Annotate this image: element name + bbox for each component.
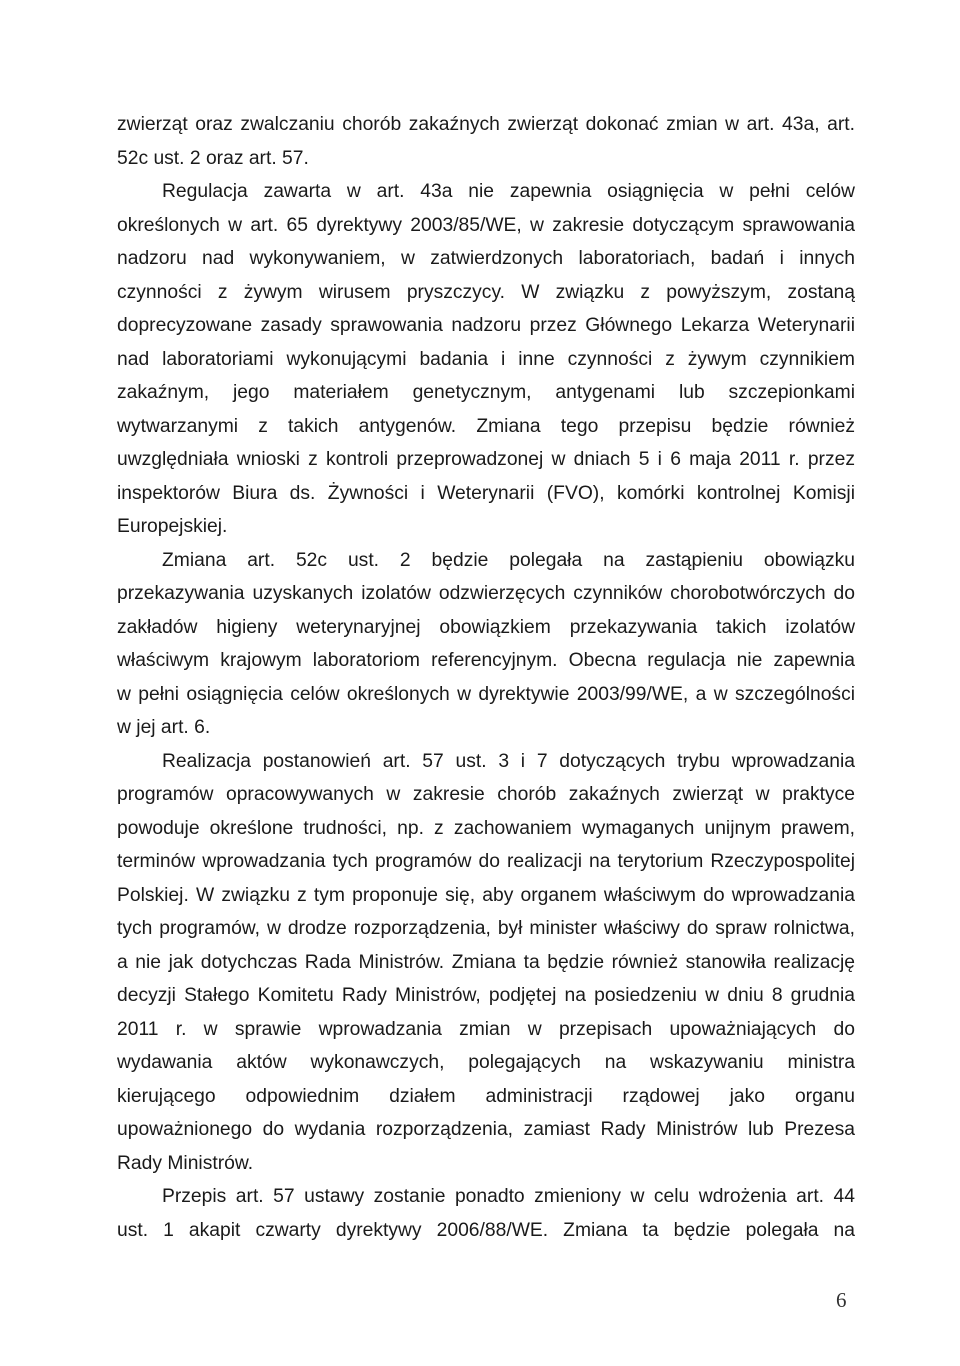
text-line: w jej art. 6. [117, 717, 211, 738]
text-line: a nie jak dotychczas Rada Ministrów. Zmiana ta będzie również stanowiła realizację [117, 951, 855, 973]
text-line: decyzji Stałego Komitetu Rady Ministrów, podjętej na posiedzeniu w dniu 8 grudnia [117, 985, 855, 1006]
text-line: powoduje określone trudności, np. z zachowaniem wymaganych unijnym prawem, [117, 817, 855, 839]
text-line: inspektorów Biura ds. Żywności i Weterynarii (FVO), komórki kontrolnej Komisji [117, 482, 855, 504]
text-line: Realizacja postanowień art. 57 ust. 3 i 7 dotyczących trybu wprowadzania [162, 750, 855, 772]
text-line: Regulacja zawarta w art. 43a nie zapewnia osiągnięcia w pełni celów [162, 181, 855, 202]
text-line: uwzględniała wnioski z kontroli przeprowadzonej w dniach 5 i 6 maja 2011 r. przez [117, 449, 855, 470]
text-line: 2011 r. w sprawie wprowadzania zmian w przepisach upoważniających do [117, 1018, 855, 1040]
text-line: zakładów higieny weterynaryjnej obowiązkiem przekazywania takich izolatów [117, 616, 855, 638]
text-line: czynności z żywym wirusem pryszczycy. W związku z powyższym, zostaną [117, 281, 855, 303]
page-number: 6 [836, 1288, 847, 1312]
text-line: Zmiana art. 52c ust. 2 będzie polegała na zastąpieniu obowiązku [162, 549, 855, 571]
text-line: ust. 1 akapit czwarty dyrektywy 2006/88/WE. Zmiana ta będzie polegała na [117, 1219, 855, 1241]
document-body [117, 108, 855, 1247]
text-line: nadzoru nad wykonywaniem, w zatwierdzonych laboratoriach, badań i innych [117, 248, 855, 269]
text-line: wytwarzanymi z takich antygenów. Zmiana tego przepisu będzie również [117, 415, 855, 437]
text-line: programów opracowywanych w zakresie chorób zakaźnych zwierząt w praktyce [117, 784, 855, 805]
text-line: właściwym krajowym laboratoriom referencyjnym. Obecna regulacja nie zapewnia [117, 650, 855, 671]
text-line: doprecyzowane zasady sprawowania nadzoru przez Głównego Lekarza Weterynarii [117, 315, 855, 336]
text-line: w pełni osiągnięcia celów określonych w dyrektywie 2003/99/WE, a w szczególności [117, 683, 855, 705]
text-line: przekazywania uzyskanych izolatów odzwierzęcych czynników chorobotwórczych do [117, 583, 855, 604]
text-line: wydawania aktów wykonawczych, polegających na wskazywaniu ministra [117, 1052, 855, 1073]
text-line: określonych w art. 65 dyrektywy 2003/85/WE, w zakresie dotyczącym sprawowania [117, 214, 855, 236]
text-line: upoważnionego do wydania rozporządzenia, zamiast Rady Ministrów lub Prezesa [117, 1119, 855, 1140]
text-line: Europejskiej. [117, 516, 228, 537]
text-line: terminów wprowadzania tych programów do realizacji na terytorium Rzeczypospolitej [117, 851, 855, 872]
text-line: kierującego odpowiednim działem administracji rządowej jako organu [117, 1085, 855, 1107]
text-line: zakaźnym, jego materiałem genetycznym, antygenami lub szczepionkami [117, 382, 855, 403]
text-line: 52c ust. 2 oraz art. 57. [117, 147, 309, 169]
text-line: Rady Ministrów. [117, 1152, 254, 1174]
text-line: Polskiej. W związku z tym proponuje się, aby organem właściwym do wprowadzania [117, 884, 855, 906]
text-line: tych programów, w drodze rozporządzenia, był minister właściwy do spraw rolnictwa, [117, 918, 855, 939]
text-line: nad laboratoriami wykonującymi badania i inne czynności z żywym czynnikiem [117, 348, 855, 370]
text-line: Przepis art. 57 ustawy zostanie ponadto zmieniony w celu wdrożenia art. 44 [162, 1186, 855, 1207]
text-line: zwierząt oraz zwalczaniu chorób zakaźnych zwierząt dokonać zmian w art. 43a, art. [117, 114, 855, 135]
